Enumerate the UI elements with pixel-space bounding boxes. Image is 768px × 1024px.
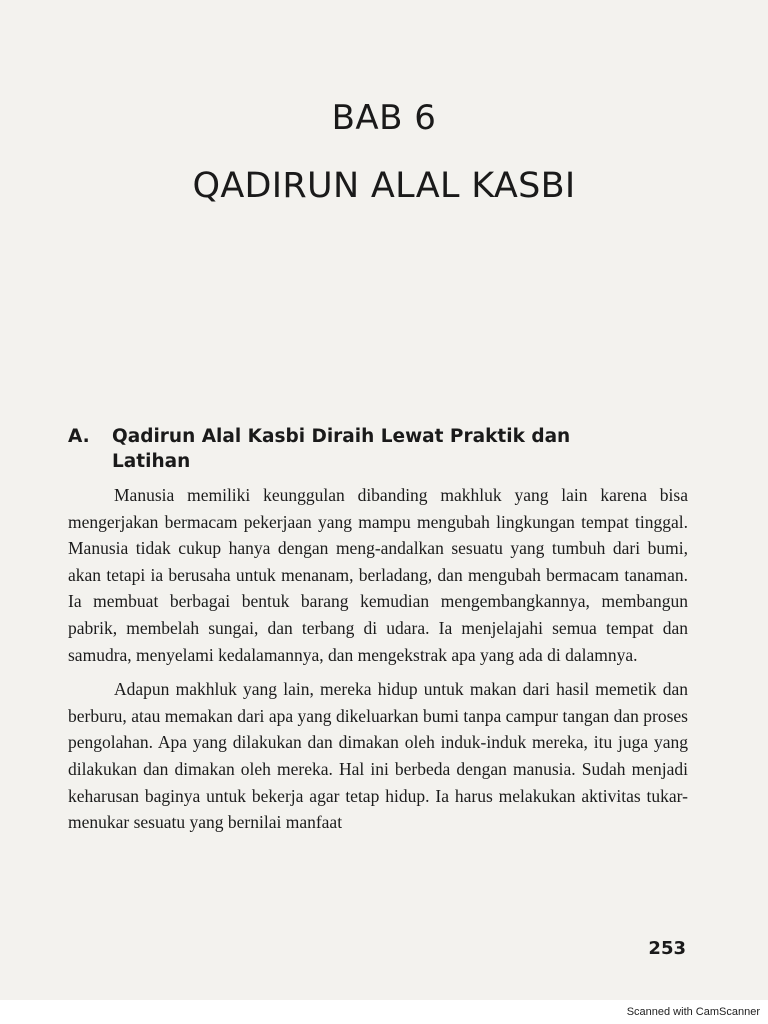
section-letter: A. [68, 426, 90, 447]
section-a [68, 424, 688, 836]
body-paragraph: Manusia memiliki keunggulan dibanding makhluk yang lain karena bisa mengerjakan bermacam pekerjaan yang mampu mengubah lingkungan tempat tinggal. Manusia tidak cukup hanya dengan meng-andalkan sesuatu yang tumbuh dari bumi, akan tetapi ia berusaha untuk menanam, berladang, dan mengubah bermacam tanaman. Ia membuat berbagai bentuk barang kemudian mengembangkannya, membangun pabrik, membelah sungai, dan terbang di udara. Ia menjelajahi semua tempat dan samudra, menyelami kedalamannya, dan mengekstrak apa yang ada di dalamnya. [68, 485, 688, 665]
chapter-label: BAB 6 [331, 98, 437, 138]
chapter-title: QADIRUN ALAL KASBI [192, 166, 576, 206]
body-paragraph: Adapun makhluk yang lain, mereka hidup untuk makan dari hasil memetik dan berburu, atau memakan dari apa yang dikeluarkan bumi tanpa campur tangan dan proses pengolahan. Apa yang dilakukan dan dimakan oleh induk-induk mereka, itu juga yang dilakukan dan dimakan oleh mereka. Hal ini berbeda dengan manusia. Sudah menjadi keharusan baginya untuk bekerja agar tetap hidup. Ia harus melakukan aktivitas tukar-menukar sesuatu yang bernilai manfaat [68, 679, 688, 833]
page-number: 253 [648, 938, 686, 959]
section-title: Qadirun Alal Kasbi Diraih Lewat Praktik dan Latihan [112, 426, 571, 472]
section-heading [68, 424, 688, 474]
scanner-watermark-text: Scanned with CamScanner [626, 1006, 760, 1018]
